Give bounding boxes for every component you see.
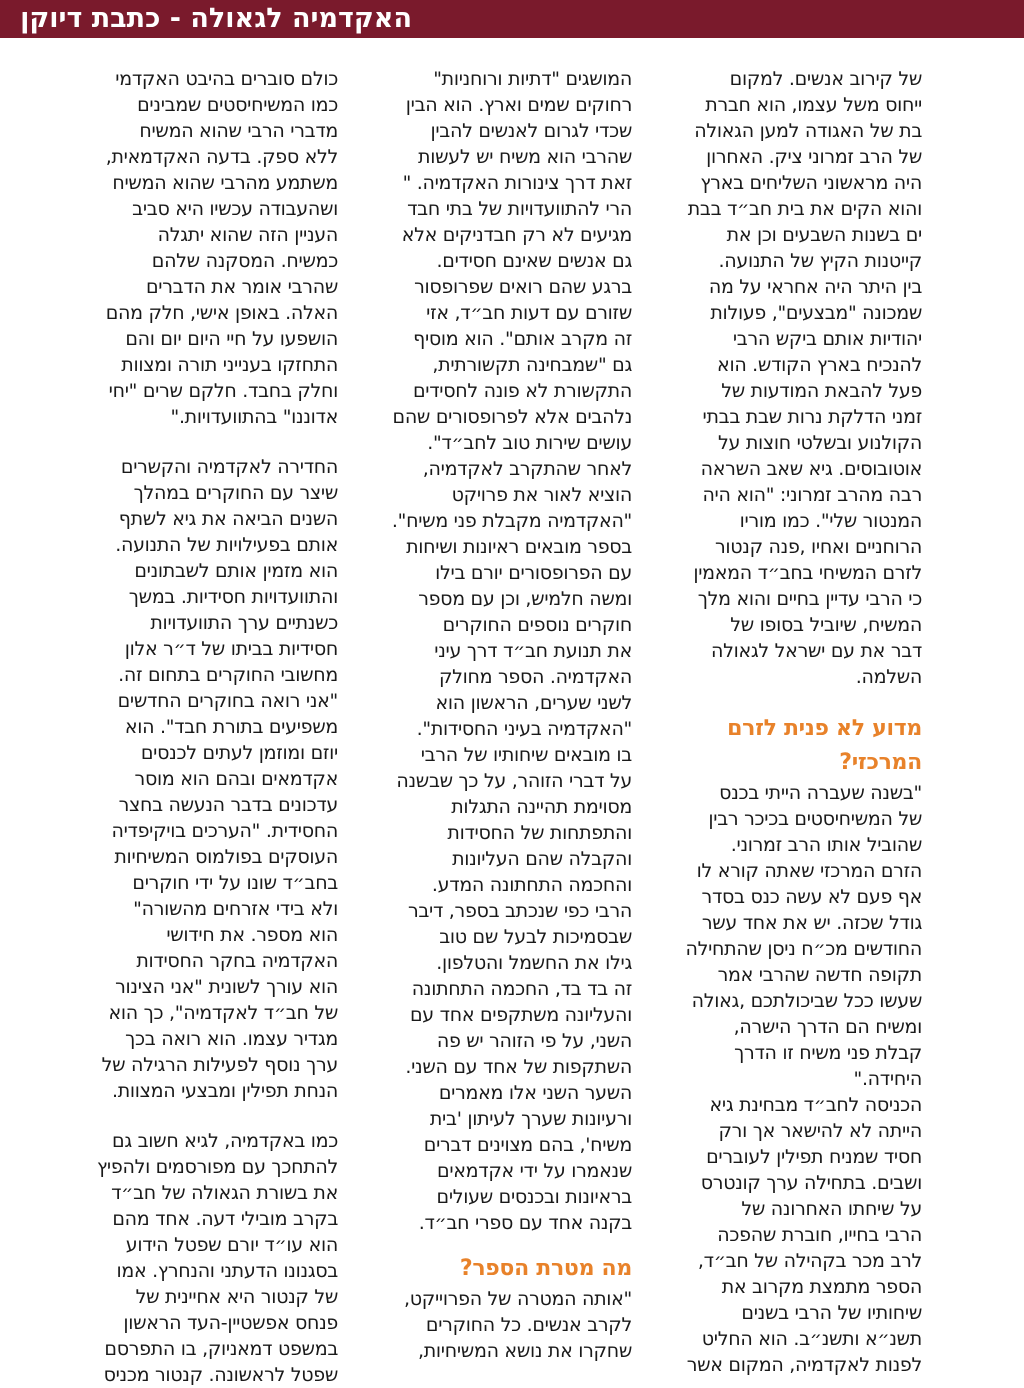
text-line: אדוננו" בהתוועדויות." [170, 406, 338, 428]
paragraph [652, 780, 922, 1092]
text-line: אקדמאים ובהם הוא מוסר [134, 768, 338, 790]
text-line: ללא ספק. בדעה האקדמאית, [105, 146, 338, 168]
text-line: את תנועת חב״ד דרך עיני [434, 640, 632, 662]
section-subheading [652, 712, 922, 780]
text-line: קבלת פני משיח זו הדרך [734, 1042, 922, 1064]
text-line: של הרב זמרוני ציק. האחרון [706, 146, 922, 168]
text-line: העניין הזה שהוא יתגלה [157, 224, 338, 246]
text-line: ורעיונות שערך לעיתון 'בית [429, 1108, 632, 1130]
article-column-right [652, 66, 922, 1378]
text-line: הכניסה לחב״ד מבחינת גיא [709, 1094, 922, 1116]
text-line: הרי להתוועדויות של בתי חבד [407, 198, 632, 220]
text-line: לפנות לאקדמיה, המקום אשר [686, 1354, 922, 1376]
text-line: אוטובוסים. גיא שאב השראה [700, 458, 922, 480]
text-line: שנאמרו על ידי אקדמאים [437, 1160, 632, 1182]
text-line: שהוביל אותו הרב זמרוני. [730, 834, 922, 856]
text-line: משתמע מהרבי שהוא המשיח [112, 172, 338, 194]
text-line: הוא מספר. את חידושי [166, 924, 338, 946]
text-line: והתפתחות של החסידות [447, 822, 632, 844]
text-line: של המשיחיסטים בכיכר רבין [708, 808, 922, 830]
paragraph [352, 1286, 632, 1364]
text-line: מחשובי החוקרים בתחום זה. [118, 664, 338, 686]
text-line: מגיעים לא רק חבדניקים אלא [401, 224, 632, 246]
text-line: לשני שערים, הראשון הוא [435, 692, 632, 714]
text-line: בקרב מובילי דעה. אחד מהם [112, 1208, 338, 1230]
text-line: כשנתיים ערך התוועדויות [150, 612, 338, 634]
subheading-line: מדוע לא פנית לזרם [727, 716, 922, 741]
text-line: החדירה לאקדמיה והקשרים [120, 456, 338, 478]
text-line: בת של האגודה למען הגאולה [694, 120, 922, 142]
text-line: ברגע שהם רואים שפרופסור [414, 276, 632, 298]
paragraph [652, 66, 922, 690]
text-line: תקופה חדשה שהרבי אמר [717, 964, 922, 986]
text-line: בחב״ד שונו על ידי חוקרים [132, 872, 338, 894]
text-line: הוציא לאור את פרויקט [451, 484, 632, 506]
text-line: שזורם עם דעות חב״ד, אזי [426, 302, 632, 324]
text-line: של קנטור היא אחיינית של [135, 1286, 338, 1308]
text-line: הספר מתמצת מקרוב את [721, 1276, 922, 1298]
paragraph-gap [60, 430, 338, 454]
text-line: בראיונות ובכנסים שעולים [436, 1186, 632, 1208]
text-line: התחזקו בענייני תורה ומצוות [121, 354, 338, 376]
text-line: התקשורת לא פונה לחסידים [412, 380, 632, 402]
text-line: זה מקרב אותם". הוא מוסיף [413, 328, 632, 350]
section-subheading: מה מטרת הספר? [459, 1256, 632, 1281]
text-line: השער השני אלו מאמרים [438, 1082, 632, 1104]
text-line: לזרם המשיחי בחב״ד המאמין [693, 562, 922, 584]
text-line: ולא בידי אזרחים מהשורה" [133, 898, 338, 920]
text-line: בו מובאים שיחותיו של הרבי [420, 744, 632, 766]
text-line: ושבים. בתחילה ערך קונטרס [700, 1172, 922, 1194]
text-line: ושהעבודה עכשיו היא סביב [132, 198, 338, 220]
text-line: משפיעים בתורת חבד". הוא [124, 716, 338, 738]
text-line: הרבי כפי שנכתב בספר, דיבר [407, 900, 632, 922]
text-line: ים בשנות השבעים וכן את [726, 224, 922, 246]
text-line: הוא מזמין אותם לשבתונים [134, 560, 338, 582]
text-line: לאחר שהתקרב לאקדמיה, [422, 458, 632, 480]
text-line: כי הרבי עדיין בחיים והוא מלך [697, 588, 922, 610]
text-line: הוא עו״ד יורם שפטל הידוע [125, 1234, 338, 1256]
text-line: דבר את עם ישראל לגאולה [711, 640, 922, 662]
text-line: זאת דרך צינורות האקדמיה. " [402, 172, 632, 194]
text-line: שהרבי הוא משיח יש לעשות [418, 146, 632, 168]
text-line: חסיד שמניח תפילין לעוברים [706, 1146, 922, 1168]
subheading-line: המרכזי? [839, 750, 922, 775]
text-line: שחקרו את נושא המשיחיות, [417, 1340, 632, 1362]
page-title: האקדמיה לגאולה - כתבת דיוקן [20, 3, 412, 34]
paragraph [60, 66, 338, 430]
text-line: שמכונה "מבצעים", פעולות [710, 302, 922, 324]
text-line: הייתה לא להישאר אך ורק [718, 1120, 922, 1142]
text-line: מסוימת תהיינה התגלות [451, 796, 632, 818]
text-line: ומשיח הם הדרך הישרה, [733, 1016, 922, 1038]
paragraph [60, 454, 338, 1104]
text-line: לרב מכר בקהילה של חב״ד, [697, 1250, 922, 1272]
text-line: הקולנוע ובשלטי חוצות על [718, 432, 922, 454]
text-line: ערך נוסף לפעילות הרגילה של [101, 1054, 338, 1076]
text-line: שבסמיכות לבעל שם טוב [439, 926, 632, 948]
text-line: המנטור שלי". כמו מוריו [739, 510, 922, 532]
text-line: זה בד בד, החכמה התחתונה [411, 978, 632, 1000]
text-line: נלהבים אלא לפרופסורים שהם [392, 406, 632, 428]
text-line: כמשיח. המסקנה שלהם [151, 250, 338, 272]
text-line: רבה מהרב זמרוני: "הוא היה [702, 484, 922, 506]
text-line: בספר מובאים ראיונות ושיחות [406, 536, 632, 558]
text-line: הזרם המרכזי שאתה קורא לו [696, 860, 922, 882]
text-line: הושפעו על חיי היום יום והם [125, 328, 338, 350]
text-line: להתחכך עם מפורסמים ולהפיץ [96, 1156, 338, 1178]
text-line: שעשו ככל שביכולתכם ,גאולה [691, 990, 922, 1012]
text-line: לקרב אנשים. כל החוקרים [425, 1314, 632, 1336]
text-line: אותם בפעילויות של התנועה. [115, 534, 338, 556]
text-line: והתוועדויות חסידיות. במשך [128, 586, 338, 608]
header-bar [0, 0, 1024, 38]
text-line: בקנה אחד עם ספרי חב״ד. [418, 1212, 632, 1234]
paragraph [352, 66, 632, 1236]
text-line: השנים הביאה את גיא לשתף [118, 508, 338, 530]
text-line: החסידית. "הערכים בויקיפדיה [111, 820, 338, 842]
text-line: שיחותיו של הרבי בשנים [741, 1302, 922, 1324]
text-line: האלה. באופן אישי, חלק מהם [105, 302, 338, 324]
text-line: ומשה חלמיש, וכן עם מספר [418, 588, 632, 610]
text-line: שיצר עם החוקרים במהלך [133, 482, 338, 504]
text-line: "אותה המטרה של הפרוייקט, [404, 1288, 632, 1310]
text-line: חוקרים נוספים החוקרים [442, 614, 632, 636]
text-line: שפטל לראשונה. קנטור מכניס [103, 1364, 338, 1386]
text-line: ייחוס משל עצמו, הוא חברת [705, 94, 922, 116]
text-line: המשיח, שיוביל בסופו של [730, 614, 922, 636]
text-line: על שיחתו האחרונה של [741, 1198, 922, 1220]
text-line: חסידיות בביתו של ד״ר אלון [124, 638, 338, 660]
text-line: עדכונים בדבר הנעשה בחצר [118, 794, 338, 816]
text-line: פעל להבאת המודעות של [721, 380, 922, 402]
text-line: מדברי הרבי שהוא המשיח [139, 120, 338, 142]
text-line: גודל שכזה. יש את אחד עשר [701, 912, 922, 934]
text-line: בסגנונו הדעתני והנחרץ. אמו [116, 1260, 338, 1282]
text-line: "האקדמיה מקבלת פני משיח". [391, 510, 632, 532]
text-line: הוא עורך לשונית "אני הצינור [115, 976, 338, 998]
text-line: אף פעם לא עשה כנס בסדר [701, 886, 922, 908]
text-line: "בשנה שעברה הייתי בכנס [719, 782, 922, 804]
text-line: של חב״ד לאקדמיה", כך הוא [108, 1002, 338, 1024]
paragraph-gap [652, 690, 922, 712]
text-line: מגדיר עצמו. הוא רואה בכך [125, 1028, 338, 1050]
text-line: והחכמה התחתונה המדע. [431, 874, 632, 896]
text-line: השתקפות של אחד עם השני. [405, 1056, 632, 1078]
paragraph [652, 1092, 922, 1378]
text-line: משיח', בהם מצוינים דברים [423, 1134, 632, 1156]
text-line: האקדמיה. הספר מחולק [438, 666, 632, 688]
text-line: גילו את החשמל והטלפון. [436, 952, 632, 974]
article-column-left [60, 66, 338, 1388]
text-line: החודשים מכ״ח ניסן שהתחילה [685, 938, 922, 960]
text-line: והעליונה משתקפים אחד עם [410, 1004, 632, 1026]
text-line: השלמה. [855, 666, 922, 688]
text-line: היה מראשוני השליחים בארץ [700, 172, 922, 194]
text-line: המושגים "דתיות ורוחניות" [433, 68, 632, 90]
text-line: כמו המשיחיסטים שמבינים [137, 94, 338, 116]
text-line: פנחס אפשטיין-העד הראשון [123, 1312, 338, 1334]
text-line: "האקדמיה בעיני החסידות". [416, 718, 632, 740]
text-line: היחידה." [853, 1068, 922, 1090]
article-column-middle [352, 66, 632, 1364]
text-line: במשפט דמאניוק, בו התפרסם [104, 1338, 338, 1360]
text-line: "אני רואה בחוקרים החדשים [117, 690, 338, 712]
text-line: השני, על פי הזוהר יש פה [436, 1030, 632, 1052]
text-line: גם אנשים שאינם חסידים. [436, 250, 632, 272]
text-line: והוא הקים את בית חב״ד בבת [687, 198, 922, 220]
text-line: עם הפרופסורים יורם בילו [435, 562, 632, 584]
text-line: של קירוב אנשים. למקום [729, 68, 922, 90]
paragraph-gap [352, 1236, 632, 1252]
text-line: קייטנות הקיץ של התנועה. [718, 250, 922, 272]
text-line: רחוקים שמים וארץ. הוא הבין [405, 94, 632, 116]
text-line: הרבי בחייו, חוברת שהפכה [717, 1224, 922, 1246]
text-line: בין היתר היה אחראי על מה [708, 276, 922, 298]
text-line: העוסקים בפולמוס המשיחיות [114, 846, 338, 868]
text-line: גם "שמבחינה תקשורתית, [432, 354, 632, 376]
paragraph-gap [60, 1104, 338, 1128]
text-line: והקבלה שהם העליונות [452, 848, 632, 870]
text-line: להנכיח בארץ הקודש. הוא [717, 354, 922, 376]
text-line: הנחת תפילין ומבצעי המצוות. [111, 1080, 338, 1102]
text-line: זמני הדלקת נרות שבת בבתי [702, 406, 922, 428]
text-line: וחלק בחבד. חלקם שרים "יחי [108, 380, 338, 402]
text-line: כולם סוברים בהיבט האקדמי [115, 68, 338, 90]
text-line: על דברי הזוהר, על כך שבשנה [396, 770, 632, 792]
text-line: עושים שירות טוב לחב״ד". [427, 432, 632, 454]
paragraph [60, 1128, 338, 1388]
text-line: האקדמיה בחקר החסידות [136, 950, 338, 972]
text-line: כמו באקדמיה, לגיא חשוב גם [112, 1130, 338, 1152]
text-line: שכדי לגרום לאנשים להבין [430, 120, 632, 142]
text-line: יהודיות אותם ביקש הרבי [732, 328, 922, 350]
text-line: יוזם ומוזמן לעתים לכנסים [140, 742, 338, 764]
text-line: תשנ״א ותשנ״ב. הוא החליט [701, 1328, 922, 1350]
text-line: שהרבי אומר את הדברים [146, 276, 338, 298]
text-line: הרוחניים ואחיו ,פנה קנטור [714, 536, 922, 558]
text-line: את בשורת הגאולה של חב״ד [111, 1182, 338, 1204]
